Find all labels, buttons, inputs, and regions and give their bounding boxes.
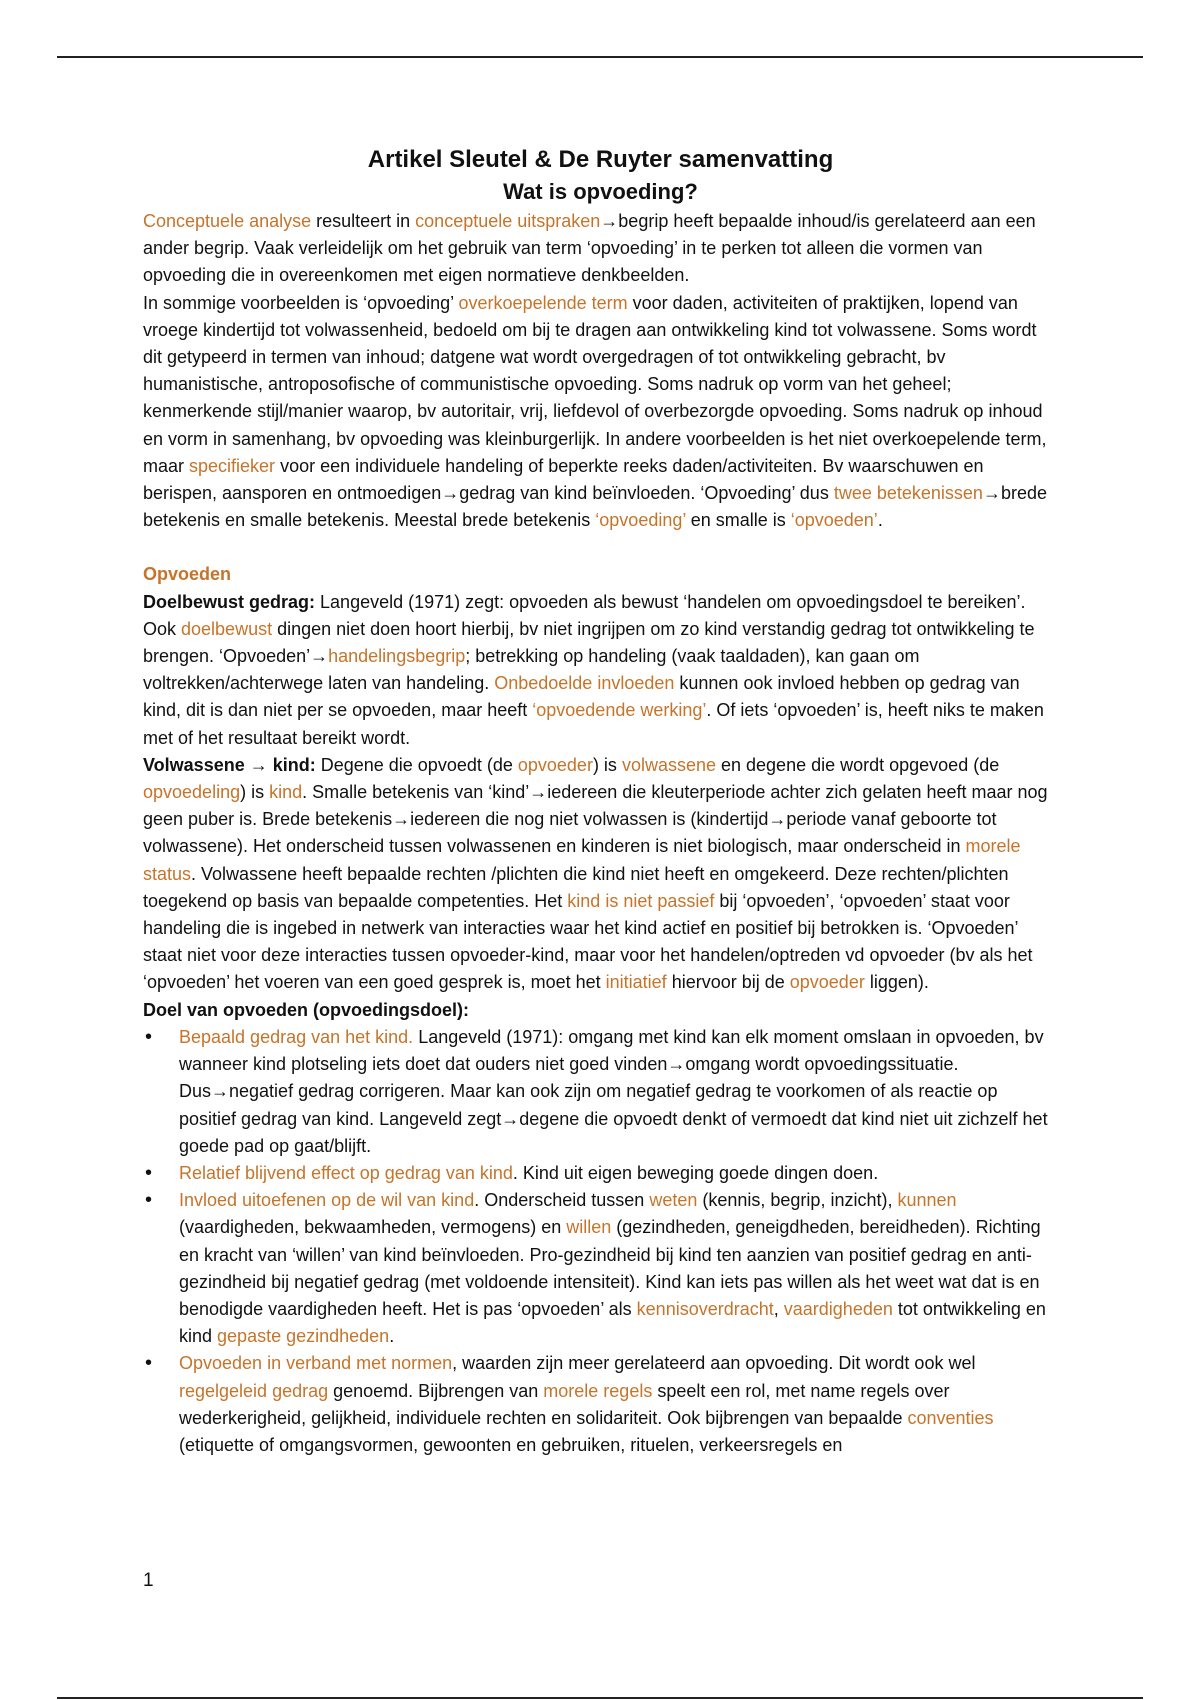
document-page [143,144,1058,1459]
text-run: . Onderscheid tussen [474,1190,650,1211]
text-run: dingen niet doen hoort hierbij, bv niet ingrijpen om zo kind verstandig gedrag tot ontwikkeling te brengen. ‘Opvoeden’→ [143,618,1035,667]
text-run: ; betrekking op handeling (vaak taaldaden), kan gaan om voltrekken/achterwege laten van handeling. [143,646,920,694]
highlighted-term: kind is niet passief [567,890,715,911]
highlighted-term: twee betekenissen [833,483,983,504]
highlighted-term: gepaste gezindheden [217,1326,390,1347]
highlighted-term: overkoepelende term [458,292,628,313]
text-run: (gezindheden, geneigdheden, bereidheden). Richting en kracht van ‘willen’ van kind beïnvloeden. Pro-gezindheid bij kind ten aanzien van positief gedrag en anti-gezindheid bij negatief gedrag (met voldoende intensiteit). Kind kan iets pas willen als het weet wat dat is en benodigde vaardigheden heeft. Het is pas ‘opvoeden’ als [179,1217,1041,1319]
text-run: voor daden, activiteiten of praktijken, lopend van vroege kindertijd tot volwassenheid, bedoeld om bij te dragen aan ontwikkeling kind tot volwassene. Soms wordt dit getypeerd in termen van inhoud; datgene wat wordt overgedragen of tot ontwikkeling gebracht, bv humanistische, antroposofische of communistische opvoeding. Soms nadruk op vorm van het geheel; kenmerkende stijl/manier waarop, bv autoritair, vrij, liefdevol of overbezorgde opvoeding. Soms nadruk op inhoud en vorm in samenhang, bv opvoeding was kleinburgerlijk. In andere voorbeelden is het niet overkoepelende term, maar [143,292,1047,476]
highlighted-term: volwassene [621,754,716,775]
highlighted-term: kunnen [897,1190,957,1211]
footer-rule [57,1697,1143,1699]
highlighted-term: morele regels [543,1380,653,1401]
text-run: , [773,1298,784,1319]
highlighted-term: kennisoverdracht [636,1298,774,1319]
text-run: →brede betekenis en smalle betekenis. Meestal brede betekenis [143,483,1047,531]
text-run: (kennis, begrip, inzicht), [697,1190,898,1211]
text-run: . [389,1326,395,1347]
page-number: 1 [143,1570,154,1591]
text-run: kunnen ook invloed hebben op gedrag van kind, dit is dan niet per se opvoeden, maar heeft [143,673,1020,721]
text-run: →begrip heeft bepaalde inhoud/is gerelateerd aan een ander begrip. Vaak verleidelijk om het gebruik van term ‘opvoeding’ in te perken tot alleen die vormen van opvoeding die in overeenkomen met eigen normatieve denkbeelden. [143,211,1036,286]
text-run: , waarden zijn meer gerelateerd aan opvoeding. Dit wordt ook wel [452,1353,976,1374]
highlighted-term: weten [649,1190,698,1211]
header-rule [57,56,1143,58]
highlighted-term: kind [269,782,303,803]
highlighted-term: doelbewust [181,618,273,639]
document-subtitle: Wat is opvoeding? [503,179,698,204]
text-run: resulteert in [311,211,416,231]
text-run: In sommige voorbeelden is ‘opvoeding’ [143,292,459,313]
text-run: en smalle is [685,510,791,531]
bold-label: Volwassene → kind: [143,754,316,775]
document-title: Artikel Sleutel & De Ruyter samenvatting [367,146,834,173]
doelbewust-paragraph [143,589,1058,752]
highlighted-term: opvoeder [789,972,865,993]
highlighted-term: ‘opvoedende werking’ [532,700,707,721]
highlighted-term: vaardigheden [783,1298,893,1319]
text-run: genoemd. Bijbrengen van [328,1380,544,1401]
doel-bullet-list [143,1024,1058,1459]
opvoeding-paragraph [143,290,1058,535]
text-run: ) is [240,782,270,803]
highlighted-term: opvoeder [517,754,593,775]
highlighted-term: Invloed uitoefenen op de wil van kind [179,1190,475,1211]
intro-paragraph [143,208,1058,290]
highlighted-term: Opvoeden in verband met normen [179,1353,453,1374]
highlighted-term: conventies [907,1407,994,1428]
bullet-item [143,1024,1058,1160]
text-run: . Kind uit eigen beweging goede dingen doen. [512,1162,879,1183]
text-run: bij ‘opvoeden’, ‘opvoeden’ staat voor handeling die is ingebed in netwerk van interacties waar het kind actief en positief bij betrokken is. ‘Opvoeden’ staat niet voor deze interacties tussen opvoeder-kind, maar voor het handelen/optreden vd opvoeder (bv als het ‘opvoeden’ het voeren van een goed gesprek is, moet het [143,890,1033,993]
text-run: speelt een rol, met name regels over wederkerigheid, gelijkheid, individuele rechten en solidariteit. Ook bijbrengen van bepaalde [179,1380,950,1428]
highlighted-term: initiatief [605,972,667,993]
text-run: en degene die wordt opgevoed (de [716,754,1000,775]
text-run: (vaardigheden, bekwaamheden, vermogens) en [179,1217,567,1238]
bullet-item [143,1187,1058,1350]
highlighted-term: Bepaald gedrag van het kind. [179,1026,414,1047]
paragraph-spacer [143,534,1058,561]
text-run: (etiquette of omgangsvormen, gewoonten en gebruiken, rituelen, verkeersregels en [179,1434,843,1455]
text-run: Langeveld (1971) zegt: opvoeden als bewust ‘handelen om opvoedingsdoel te bereiken’. Ook [143,591,1026,639]
volwassene-paragraph [143,752,1058,997]
text-run: voor een individuele handeling of beperkte reeks daden/activiteiten. Bv waarschuwen en berispen, aansporen en ontmoedigen→gedrag van kind beïnvloeden. ‘Opvoeding’ dus [143,455,984,504]
highlighted-term: opvoedeling [143,782,241,803]
text-run: Langeveld (1971): omgang met kind kan elk moment omslaan in opvoeden, bv wanneer kind plotseling iets doet dat ouders niet goed vinden→omgang wordt opvoedingssituatie. Dus→negatief gedrag corrigeren. Maar kan ook zijn om negatief gedrag te voorkomen of als reactie op positief gedrag van kind. Langeveld zegt→degene die opvoedt denkt of vermoedt dat kind niet uit zichzelf het goede pad op gaat/blijft. [179,1026,1048,1156]
highlighted-term: Onbedoelde invloeden [494,673,675,694]
highlighted-term: Conceptuele analyse [143,211,312,231]
highlighted-term: regelgeleid gedrag [179,1380,329,1401]
text-run: . Volwassene heeft bepaalde rechten /plichten die kind niet heeft en omgekeerd. Deze rechten/plichten toegekend op basis van bepaalde competenties. Het [143,863,1009,911]
bold-label: Doelbewust gedrag: [143,591,316,612]
text-run: . [877,510,883,531]
section-heading-opvoeden: Opvoeden [143,564,232,585]
text-run: . Of iets ‘opvoeden’ is, heeft niks te maken met of het resultaat bereikt wordt. [143,700,1044,748]
bullet-item [143,1160,1058,1187]
text-run: ) is [592,754,622,775]
highlighted-term: ‘opvoeden’ [790,510,878,531]
text-run: liggen). [864,972,929,993]
text-run: . Smalle betekenis van ‘kind’→iedereen die kleuterperiode achter zich gelaten heeft maar nog geen puber is. Brede betekenis→iedereen die nog niet volwassen is (kindertijd→periode vanaf geboorte tot volwassene). Het onderscheid tussen volwassenen en kinderen is niet biologisch, maar onderscheid in [143,782,1048,857]
text-run: tot ontwikkeling en kind [179,1298,1046,1347]
text-run: Degene die opvoedt (de [315,754,518,775]
text-run: hiervoor bij de [666,972,790,993]
highlighted-term: specifieker [189,455,276,476]
bullet-item [143,1350,1058,1459]
highlighted-term: Relatief blijvend effect op gedrag van kind [179,1162,513,1183]
doel-heading: Doel van opvoeden (opvoedingsdoel): [143,999,470,1020]
highlighted-term: handelingsbegrip [328,646,466,667]
highlighted-term: morele status [143,836,1021,884]
highlighted-term: conceptuele uitspraken [415,211,601,231]
highlighted-term: ‘opvoeding’ [595,510,686,531]
highlighted-term: willen [566,1217,612,1238]
